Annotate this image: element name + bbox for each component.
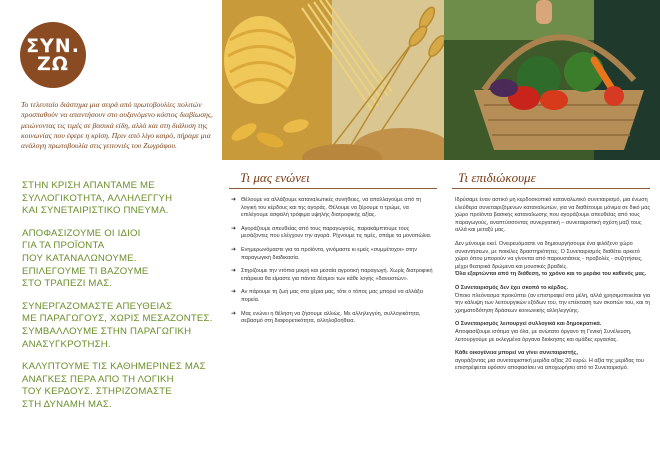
slogan-line: ΑΝΑΣΥΓΚΡΟΤΗΣΗ. bbox=[22, 338, 111, 350]
paragraph bbox=[455, 321, 651, 344]
slogan-line: ΑΠΟΦΑΣΙΖΟΥΜΕ ΟΙ ΙΔΙΟΙ bbox=[22, 227, 141, 239]
list-item-text: Αν πάρουμε τη ζωή μας στα χέρια μας, τότε ο τόπος μας μπορεί να αλλάξει πορεία. bbox=[241, 289, 424, 303]
col2-body bbox=[455, 197, 651, 379]
slogan-line: ΣΥΝΕΡΓΑΖΟΜΑΣΤΕ ΑΠΕΥΘΕΙΑΣ bbox=[22, 300, 173, 312]
list-item bbox=[231, 197, 437, 220]
list-item bbox=[231, 289, 437, 304]
col1-title: Τι μας ενώνει bbox=[240, 170, 310, 185]
paragraph: Ιδρύσαμε έναν αστικό μη κερδοσκοπικό καταναλωτικό συνεταιρισμό, μια ένωση ελεύθερα συνεταιριζόμενων καταναλωτών, για να διαθέτουμε μόνιμα σε δικό μας χώρο προϊόντα βασικής καταναλωσης που αγοράζουμε απευθείας από τους παραγωγούς, αναπτύσσοντας συνεργατική – συνεταιριστική σχέση μαζί τους αλλά και μεταξύ μας. bbox=[455, 197, 651, 234]
col1-divider bbox=[229, 188, 437, 189]
slogan-line: ΕΠΙΛΕΓΟΥΜΕ ΤΙ ΒΑΖΟΥΜΕ bbox=[22, 265, 149, 277]
vegetable-basket-photo bbox=[444, 0, 660, 160]
logo bbox=[20, 22, 86, 88]
slogan-line: ΚΑΙ ΣΥΝΕΤΑΙΡΙΣΤΙΚΟ ΠΝΕΥΜΑ. bbox=[22, 205, 169, 217]
col2-title: Τι επιδιώκουμε bbox=[458, 170, 536, 185]
list-item bbox=[231, 311, 437, 326]
paragraph-text: Δεν μένουμε εκεί. Ονειρευόμαστε να δημιουργήσουμε ένα φιλόξενο χώρο συναντήσεων, με ποικίλες δραστηριότητες. Ο Συνεταιρισμός διαθέτει αρκετό χώρο όπου μπορούν να γίνονται από παρουσιάσεις - προβολές - συζητήσεις, μέχρι θεατρικά δρώμενα και μουσικές βραδιές. bbox=[455, 240, 643, 270]
paragraph-heading: Ο Συνεταιρισμός λειτουργεί συλλογικά και δημοκρατικά. bbox=[455, 321, 602, 328]
paragraph bbox=[455, 350, 651, 373]
list-item-text: Ενημερωνόμαστε για τα προϊόντα, γινόμαστε κι εμείς «συμμέτοχοι» στην παραγωγική διαδικασία. bbox=[241, 246, 417, 261]
slogan-line: ΣΥΜΒΑΛΛΟΥΜΕ ΣΤΗΝ ΠΑΡΑΓΩΓΙΚΗ bbox=[22, 325, 192, 337]
slogan-block bbox=[22, 180, 222, 218]
slogan-block bbox=[22, 228, 222, 291]
paragraph-heading: Ο Συνεταιρισμός δεν έχει σκοπό το κέρδος. bbox=[455, 284, 569, 291]
col2-divider bbox=[452, 188, 650, 189]
list-item bbox=[231, 226, 437, 241]
list-item bbox=[231, 247, 437, 262]
arrow-icon: ➜ bbox=[231, 310, 237, 317]
slogan-line: ΓΙΑ ΤΑ ΠΡΟΪΟΝΤΑ bbox=[22, 240, 105, 252]
slogan-line: ΣΤΗΝ ΚΡΙΣΗ ΑΠΑΝΤΑΜΕ ΜΕ bbox=[22, 180, 155, 191]
paragraph-text: αγοράζοντας μια συνεταιριστική μερίδα αξίας 20 ευρώ. Η αξία της μερίδας του επιστρέφεται εφόσον αποφασίσει να αποχωρήσει από το Συνεταιρισμό. bbox=[455, 357, 644, 372]
paragraph-heading: Κάθε οικογένεια μπορεί να γίνει συνεταιριστής, bbox=[455, 350, 578, 357]
list-item-text: Μας ενώνει η θέληση να ζήσουμε αλλιώς. Με αλληλεγγύη, συλλογικότητα, σεβασμό στη διαφορετικότητα, αλληλοβοήθεια. bbox=[241, 310, 421, 325]
arrow-icon: ➜ bbox=[231, 268, 237, 275]
pasta-grain-photo bbox=[222, 0, 444, 160]
slogan-line: ΣΤΟ ΤΡΑΠΕΖΙ ΜΑΣ. bbox=[22, 278, 113, 290]
slogan-line: ΤΟΥ ΚΕΡΔΟΥΣ. ΣΤΗΡΙΖΟΜΑΣΤΕ bbox=[22, 386, 172, 398]
col1-list bbox=[231, 197, 437, 332]
slogans bbox=[22, 180, 222, 422]
paragraph-text: Αποφασίζουμε ισότιμα για όλα, με ανώτατο όργανο τη Γενική Συνέλευση, λειτουργούμε με εκλεγμένα όργανα διοίκησης και ομάδες εργασίας. bbox=[455, 328, 632, 343]
list-item-text: Θέλουμε να αλλάξουμε καταναλωτικές συνήθειες, να απαλλαγούμε από τη λογική του κέρδους και της αγοράς. Θέλουμε να ξέρουμε τι τρώμε, να επιλέγουμε ασφαλή τρόφιμα υψηλής διατροφικής αξίας. bbox=[241, 197, 422, 219]
arrow-icon: ➜ bbox=[231, 289, 237, 296]
logo-line-1: ΣΥΝ. bbox=[26, 34, 80, 57]
arrow-icon: ➜ bbox=[231, 225, 237, 232]
arrow-icon: ➜ bbox=[231, 246, 237, 253]
slogan-line: ΣΥΛΛΟΓΙΚΟΤΗΤΑ, ΑΛΛΗΛΕΓΓΥΗ bbox=[22, 192, 173, 204]
paragraph-emphasis: Όλα εξαρτώνται από τη διάθεση, το χρόνο και το μεράκι του καθενός μας. bbox=[455, 271, 647, 278]
paragraph-text: Όποιο πλεόνασμα προκύπτει (αν επιστραφεί στα μέλη, αλλά χρησιμοποιείται για την κάλυψη των λειτουργικών εξόδων του, την επέκταση των σκοπών του, και τη χρηματοδότηση δράσεων κοινωνικής αλληλεγγύης. bbox=[455, 292, 651, 314]
list-item bbox=[231, 268, 437, 283]
list-item-text: Στηρίζουμε την ντόπια μικρή και μεσαία αγροτική παραγωγή. Χωρίς διατροφική επάρκεια θα είμαστε για πάντα δέσμιοι των κάθε λογής «δανειστών». bbox=[241, 268, 433, 282]
arrow-icon: ➜ bbox=[231, 197, 237, 203]
list-item-text: Αγοράζουμε απευθείας από τους παραγωγούς, παρακάμπτουμε τους μεσάζοντες που ελέγχουν την αγορά. Ρίχνουμε τις τιμές, σπάμε τα μονοπώλια. bbox=[241, 225, 432, 240]
slogan-block bbox=[22, 361, 222, 411]
intro-text: Το τελευταίο διάστημα μια σειρά από πρωτοβουλίες πολιτών προσπαθούν να απαντήσουν στο αυξανόμενο κόστος διαβίωσης, μειώνοντας τις τιμές σε βασικά είδη, αλλά και στη διάλυση της κοινωνίας που έφερε η κρίση. Πριν από λίγο καιρό, πήραμε μια ανάλογη πρωτοβουλία στις γειτονιές του Ζωγράφου. bbox=[21, 100, 213, 151]
slogan-line: ΣΤΗ ΔΥΝΑΜΗ ΜΑΣ. bbox=[22, 398, 112, 410]
paragraph bbox=[455, 285, 651, 315]
slogan-block bbox=[22, 301, 222, 351]
slogan-line: ΜΕ ΠΑΡΑΓΩΓΟΥΣ, ΧΩΡΙΣ ΜΕΣΑΖΟΝΤΕΣ. bbox=[22, 313, 213, 325]
slogan-line: ΚΑΛΥΠΤΟΥΜΕ ΤΙΣ ΚΑΘΗΜΕΡΙΝΕΣ ΜΑΣ bbox=[22, 361, 206, 373]
slogan-line: ΠΟΥ ΚΑΤΑΝΑΛΩΝΟΥΜΕ. bbox=[22, 252, 137, 264]
paragraph bbox=[455, 241, 651, 279]
logo-line-2: ΖΩ bbox=[37, 53, 69, 75]
slogan-line: ΑΝΑΓΚΕΣ ΠΕΡΑ ΑΠΟ ΤΗ ΛΟΓΙΚΗ bbox=[22, 373, 174, 385]
